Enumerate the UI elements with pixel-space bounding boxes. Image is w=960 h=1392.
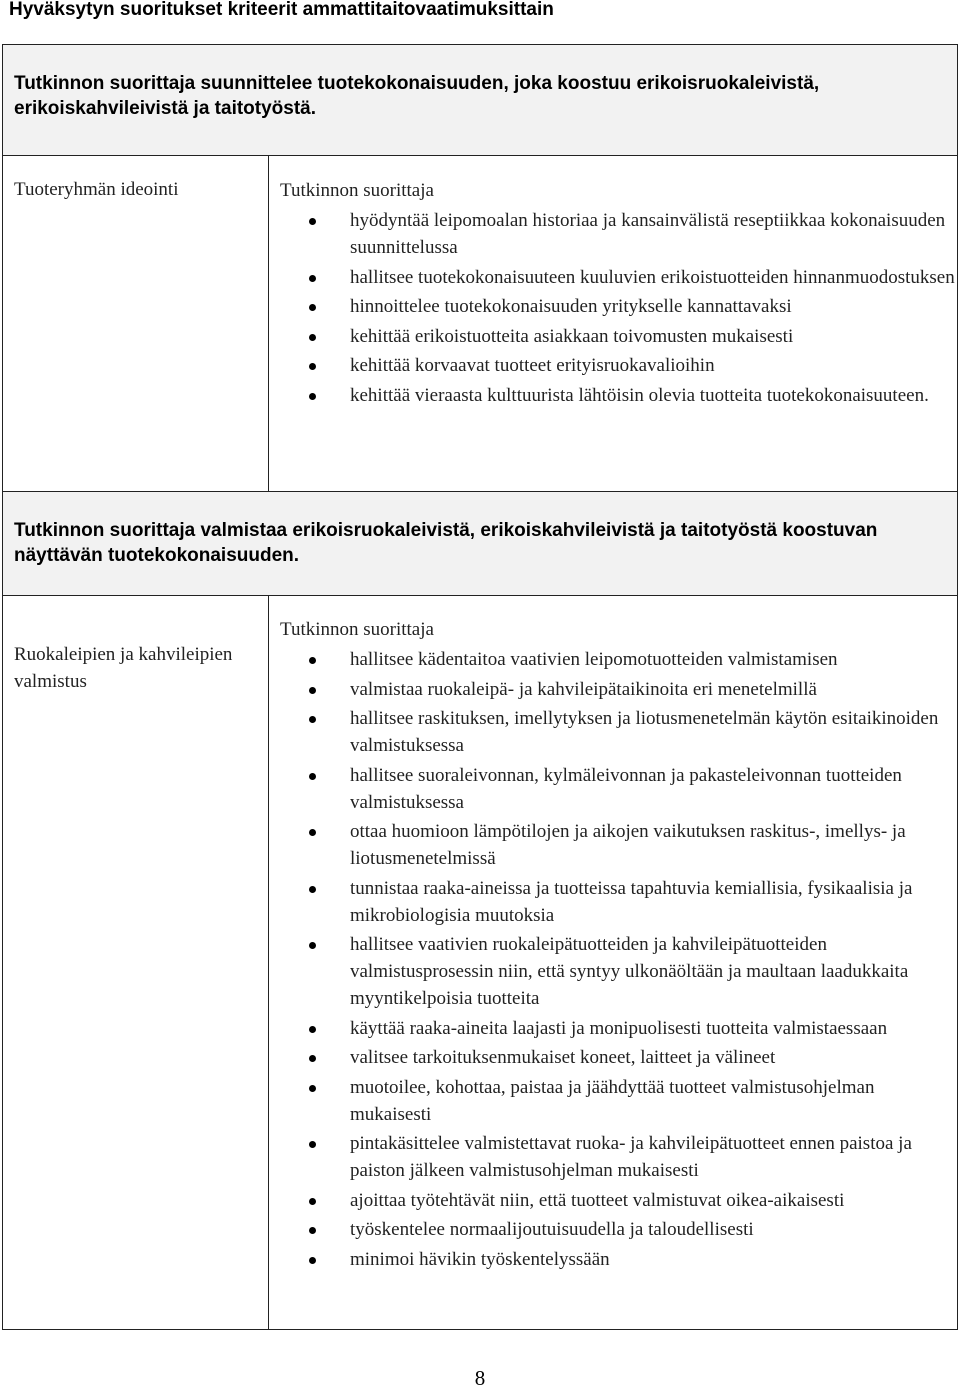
bullet-icon: [309, 1055, 316, 1062]
bullet-icon: [309, 304, 316, 311]
competence-label-cell: [3, 596, 269, 1330]
list-item: [280, 323, 957, 350]
list-item: [280, 1130, 957, 1184]
competence-label: Tuoteryhmän ideointi: [14, 179, 179, 200]
bullet-icon: [309, 393, 316, 400]
list-item: [280, 352, 957, 379]
bullet-icon: [309, 1227, 316, 1234]
list-item-text: minimoi hävikin työskentelyssään: [350, 1248, 610, 1270]
bullet-icon: [309, 886, 316, 893]
section-heading: Tutkinnon suorittaja suunnittelee tuotekokonaisuuden, joka koostuu erikoisruokaleivistä, erikoiskahvileivistä ja taitotyöstä.: [14, 73, 820, 119]
bullet-icon: [309, 716, 316, 723]
bullet-icon: [309, 1257, 316, 1264]
list-item-text: hallitsee vaativien ruokaleipätuotteiden ja kahvileipätuotteiden valmistusprosessin niin, että syntyy ulkonäöltään ja maultaan laadukkaita myyntikelpoisia tuotteita: [350, 934, 909, 1009]
criteria-table: [2, 44, 958, 1330]
list-item-text: kehittää korvaavat tuotteet erityisruokavalioihin: [350, 355, 715, 376]
bullet-icon: [309, 942, 316, 949]
list-item-text: ottaa huomioon lämpötilojen ja aikojen vaikutuksen raskitus-, imellys- ja liotusmenetelmissä: [350, 821, 906, 869]
list-item: [280, 818, 957, 872]
bullet-icon: [309, 363, 316, 370]
criteria-lead: Tutkinnon suorittaja: [280, 180, 434, 201]
list-item-text: kehittää erikoistuotteita asiakkaan toivomusten mukaisesti: [350, 325, 794, 347]
criteria-row: [3, 156, 958, 492]
list-item: [280, 875, 957, 929]
bullet-icon: [309, 218, 316, 225]
list-item: [280, 931, 957, 1012]
list-item: [280, 264, 957, 291]
list-item: [280, 676, 957, 703]
criteria-cell: [269, 156, 958, 492]
list-item-text: ajoittaa työtehtävät niin, että tuotteet valmistuvat oikea-aikaisesti: [350, 1189, 845, 1211]
list-item-text: hyödyntää leipomoalan historiaa ja kansainvälistä reseptiikkaa kokonaisuuden suunnittelussa: [350, 210, 946, 258]
bullet-icon: [309, 687, 316, 694]
list-item: [280, 293, 957, 320]
list-item-text: pintakäsittelee valmistettavat ruoka- ja kahvileipätuotteet ennen paistoa ja paiston jälkeen valmistusohjelman mukaisesti: [350, 1133, 912, 1181]
list-item: [280, 705, 957, 759]
page-title: Hyväksytyn suoritukset kriteerit ammattitaitovaatimuksittain: [9, 0, 554, 20]
list-item: [280, 1216, 957, 1243]
section-heading-cell: [3, 45, 958, 156]
bullet-icon: [309, 657, 316, 664]
criteria-lead: Tutkinnon suorittaja: [280, 619, 434, 640]
list-item: [280, 1246, 957, 1273]
list-item-text: käyttää raaka-aineita laajasti ja monipuolisesti tuotteita valmistaessaan: [350, 1017, 888, 1039]
criteria-cell: [269, 596, 958, 1330]
page-number: 8: [474, 1366, 486, 1390]
bullet-icon: [309, 829, 316, 836]
criteria-list: [280, 646, 957, 1273]
list-item: [280, 762, 957, 816]
section-heading-row: [3, 492, 958, 596]
bullet-icon: [309, 275, 316, 282]
bullet-icon: [309, 1198, 316, 1205]
list-item-text: hallitsee tuotekokonaisuuteen kuuluvien erikoistuotteiden hinnanmuodostuksen: [350, 266, 955, 288]
list-item-text: hinnoittelee tuotekokonaisuuden yritykselle kannattavaksi: [350, 296, 792, 317]
list-item: [280, 1187, 957, 1214]
list-item-text: hallitsee raskituksen, imellytyksen ja liotusmenetelmän käytön esitaikinoiden valmistuksessa: [350, 708, 939, 756]
bullet-icon: [309, 1085, 316, 1092]
list-item-text: hallitsee kädentaitoa vaativien leipomotuotteiden valmistamisen: [350, 649, 838, 670]
list-item: [280, 207, 957, 261]
bullet-icon: [309, 1026, 316, 1033]
list-item-text: hallitsee suoraleivonnan, kylmäleivonnan ja pakasteleivonnan tuotteiden valmistuksessa: [350, 764, 902, 813]
list-item-text: valmistaa ruokaleipä- ja kahvileipätaikinoita eri menetelmillä: [350, 678, 817, 700]
list-item: [280, 646, 957, 673]
bullet-icon: [309, 334, 316, 341]
competence-label: Ruokaleipien ja kahvileipien valmistus: [14, 644, 233, 692]
criteria-row: [3, 596, 958, 1330]
competence-label-cell: [3, 156, 269, 492]
list-item: [280, 382, 957, 409]
list-item-text: muotoilee, kohottaa, paistaa ja jäähdyttää tuotteet valmistusohjelman mukaisesti: [350, 1076, 875, 1125]
list-item: [280, 1074, 957, 1128]
list-item-text: kehittää vieraasta kulttuurista lähtöisin olevia tuotteita tuotekokonaisuuteen.: [350, 384, 929, 406]
bullet-icon: [309, 773, 316, 780]
criteria-list: [280, 207, 957, 409]
section-heading: Tutkinnon suorittaja valmistaa erikoisruokaleivistä, erikoiskahvileivistä ja taitotyöstä koostuvan näyttävän tuotekokonaisuuden.: [14, 520, 878, 566]
section-heading-row: [3, 45, 958, 156]
list-item-text: työskentelee normaalijoutuisuudella ja taloudellisesti: [350, 1219, 754, 1240]
list-item-text: tunnistaa raaka-aineissa ja tuotteissa tapahtuvia kemiallisia, fysikaalisia ja mikrobiologisia muutoksia: [350, 877, 913, 926]
list-item: [280, 1015, 957, 1042]
list-item: [280, 1044, 957, 1071]
section-heading-cell: [3, 492, 958, 596]
list-item-text: valitsee tarkoituksenmukaiset koneet, laitteet ja välineet: [350, 1047, 776, 1068]
bullet-icon: [309, 1141, 316, 1148]
